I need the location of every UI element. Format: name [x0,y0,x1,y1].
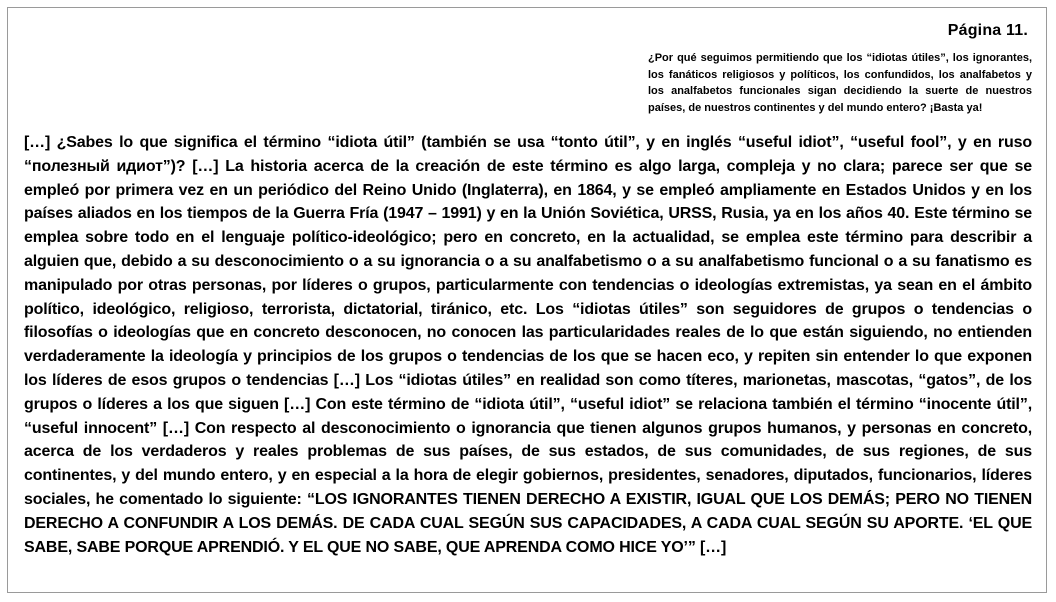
epigraph-quote: ¿Por qué seguimos permitiendo que los “idiotas útiles”, los ignorantes, los fanáticos religiosos y políticos, los confundidos, los analfabetos y los analfabetos funcionales sigan decidiendo la suerte de nuestros países, de nuestros continentes y del mundo entero? ¡Basta ya! [648,52,1032,114]
body-paragraph: […] ¿Sabes lo que significa el término “idiota útil” (también se usa “tonto útil”, y en inglés “useful idiot”, “useful fool”, y en ruso “полезный идиот”)? […] La historia acerca de la creación de este término es algo larga, compleja y no clara; parece ser que se empleó por primera vez en un periódico del Reino Unido (Inglaterra), en 1864, y se empleó ampliamente en Estados Unidos y en los países aliados en los tiempos de la Guerra Fría (1947 – 1991) y en la Unión Soviética, URSS, Rusia, ya en los años 40. Este término se emplea sobre todo en el lenguaje político-ideológico; pero en concreto, en la actualidad, se emplea este término para describir a alguien que, debido a su desconocimiento o a su ignorancia o a su analfabetismo o a su analfabetismo funcional o a su fanatismo es manipulado por otras personas, por líderes o grupos, particularmente con tendencias o ideologías extremistas, ya sean en el ámbito político, ideológico, religioso, terrorista, dictatorial, tiránico, etc. Los “idiotas útiles” son seguidores de grupos o tendencias o filosofías o ideologías que en concreto desconocen, no conocen las particularidades reales de lo que están siguiendo, no entienden verdaderamente la ideología y principios de los grupos o tendencias de los que se hacen eco, y repiten sin entender lo que exponen los líderes de esos grupos o tendencias […] Los “idiotas útiles” en realidad son como títeres, marionetas, mascotas, “gatos”, de los grupos o líderes a los que siguen […] Con este término de “idiota útil”, “useful idiot” se relaciona también el término “inocente útil”, “useful innocent” […] Con respecto al desconocimiento o ignorancia que tienen algunos grupos humanos, y personas en concreto, acerca de los verdaderos y reales problemas de sus países, de sus estados, de sus comunidades, de sus regiones, de sus continentes, y del mundo entero, y en especial a la hora de elegir gobiernos, presidentes, senadores, diputados, funcionarios, líderes sociales, he comentado lo siguiente: “LOS IGNORANTES TIENEN DERECHO A EXISTIR, IGUAL QUE LOS DEMÁS; PERO NO TIENEN DERECHO A CONFUNDIR A LOS DEMÁS. DE CADA CUAL SEGÚN SUS CAPACIDADES, A CADA CUAL SEGÚN SU APORTE. ‘EL QUE SABE, SABE PORQUE APRENDIÓ. Y EL QUE NO SABE, QUE APRENDA COMO HICE YO’” […] [24,134,1032,556]
page-number: Página 11. [947,22,1028,39]
body-text [24,131,1032,559]
document-page [7,7,1047,593]
